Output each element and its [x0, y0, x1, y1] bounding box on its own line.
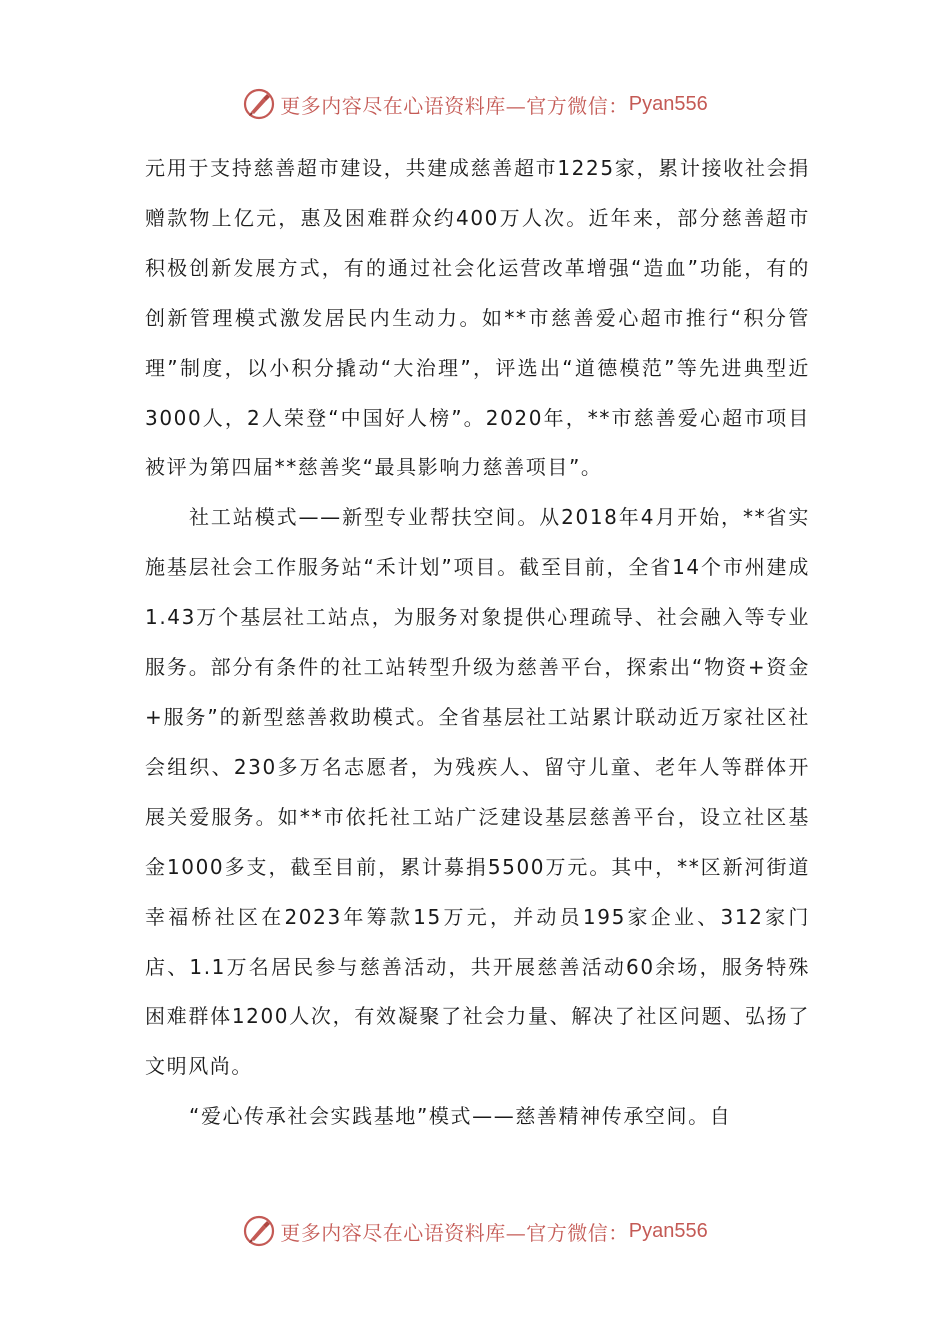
header-banner-wechat-id: Pyan556 [628, 92, 708, 115]
pen-logo-icon [242, 1214, 276, 1248]
footer-banner-wechat-id: Pyan556 [628, 1219, 708, 1242]
paragraph-love-inheritance-base: “爱心传承社会实践基地”模式——慈善精神传承空间。自 [189, 1104, 732, 1129]
header-banner [0, 82, 950, 126]
paragraph-charity-supermarket: 元用于支持慈善超市建设，共建成慈善超市1225家，累计接收社会捐赠款物上亿元，惠及困难群众约400万人次。近年来，部分慈善超市积极创新发展方式，有的通过社会化运营改革增强“造血”功能，有的创新管理模式激发居民内生动力。如**市慈善爱心超市推行“积分管理”制度，以小积分撬动“大治理”，评选出“道德模范”等先进典型近3000人，2人荣登“中国好人榜”。2020年，**市慈善爱心超市项目被评为第四届**慈善奖“最具影响力慈善项目”。 [145, 156, 810, 480]
pen-logo-icon [242, 87, 276, 121]
header-banner-text: 更多内容尽在心语资料库—官方微信： [280, 93, 629, 118]
footer-banner-text: 更多内容尽在心语资料库—官方微信： [280, 1220, 629, 1245]
paragraph-social-work-station: 社工站模式——新型专业帮扶空间。从2018年4月开始，**省实施基层社会工作服务站“禾计划”项目。截至目前，全省14个市州建成1.43万个基层社工站点，为服务对象提供心理疏导、社会融入等专业服务。部分有条件的社工站转型升级为慈善平台，探索出“物资+资金+服务”的新型慈善救助模式。全省基层社工站累计联动近万家社区社会组织、230多万名志愿者，为残疾人、留守儿童、老年人等群体开展关爱服务。如**市依托社工站广泛建设基层慈善平台，设立社区基金1000多支，截至目前，累计募捐5500万元。其中，**区新河街道幸福桥社区在2023年筹款15万元，并动员195家企业、312家门店、1.1万名居民参与慈善活动，共开展慈善活动60余场，服务特殊困难群体1200人次，有效凝聚了社会力量、解决了社区问题、弘扬了文明风尚。 [145, 505, 810, 1079]
footer-banner [0, 1209, 950, 1253]
document-body [145, 144, 810, 1142]
